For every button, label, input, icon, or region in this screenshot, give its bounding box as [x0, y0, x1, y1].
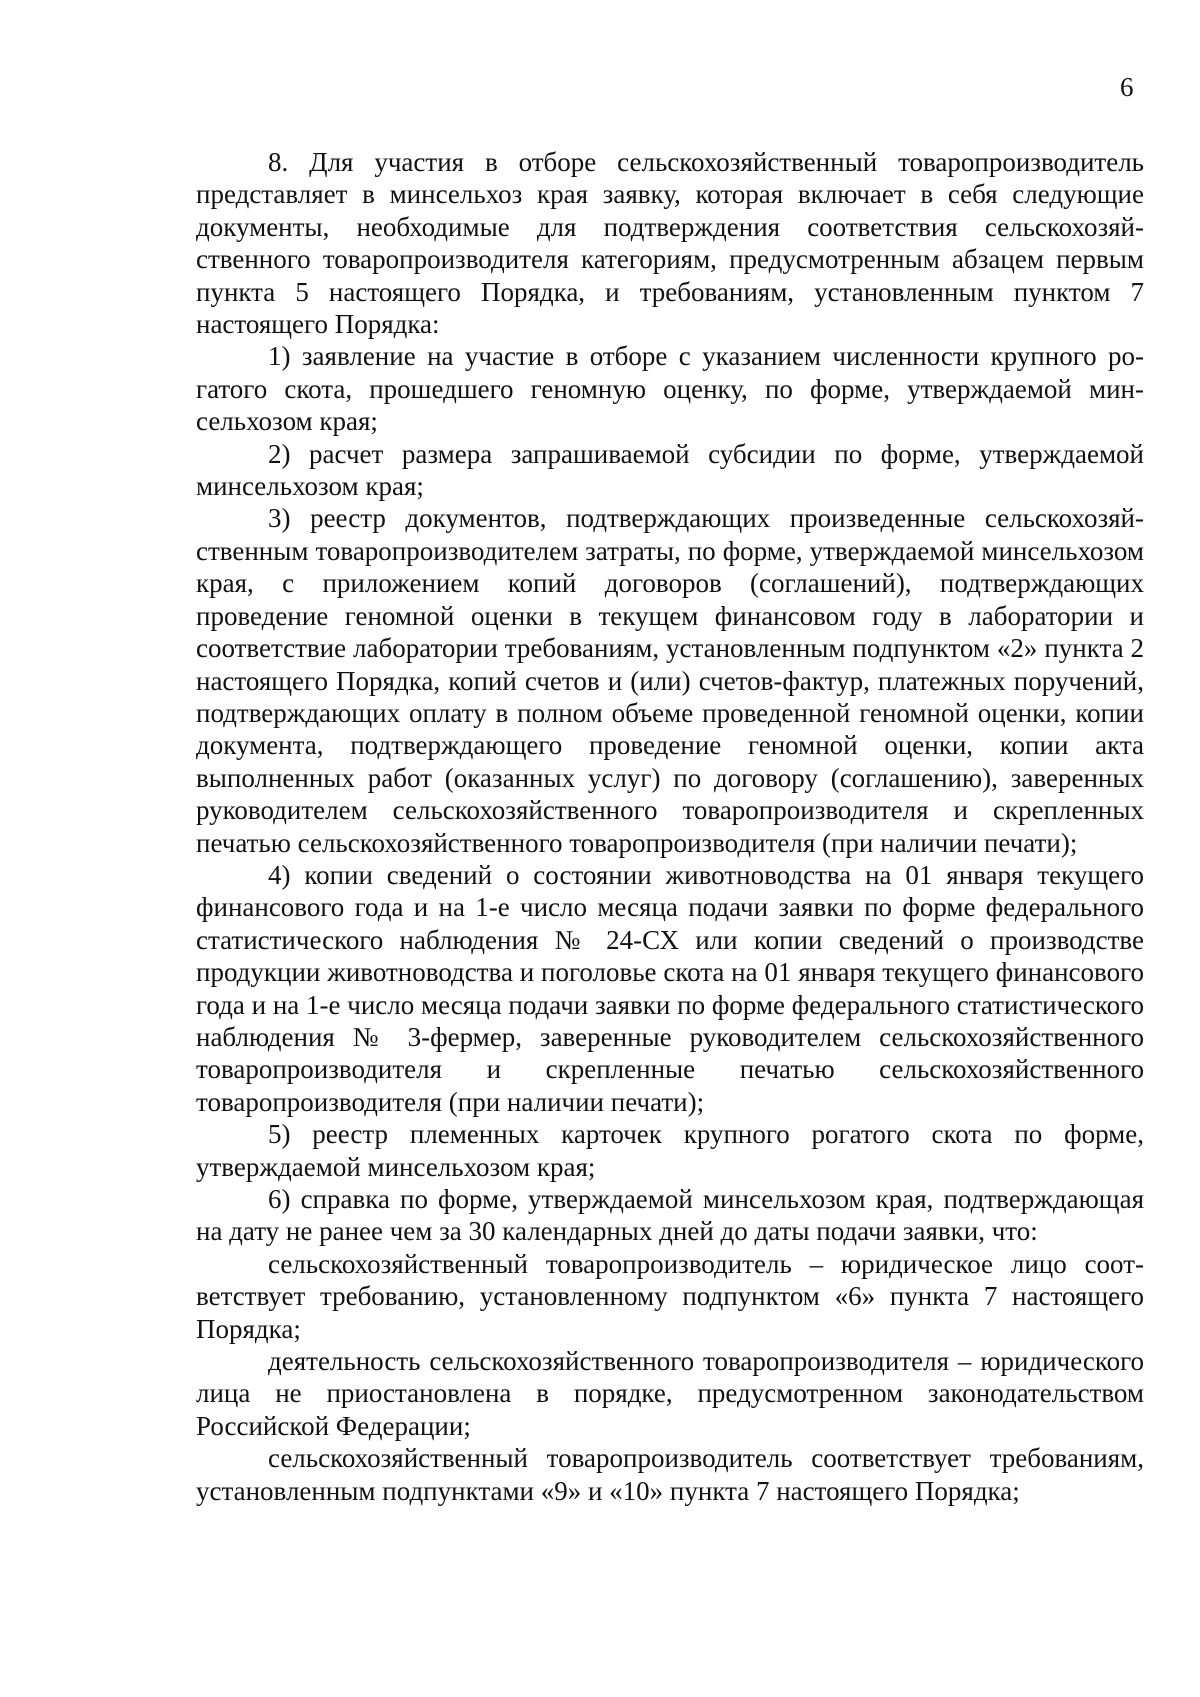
- paragraph-item-3: 3) реестр документов, подтверждающих произведенные сельскохозяйственным товаропроизводителем затраты, по форме, утверждаемой минсельхозом края, с приложением копий договоров (соглашений), подтверждающих проведение геномной оценки в текущем финансовом году в лаборатории и соответствие лаборатории требованиям, установленным подпунктом «2» пункта 2 настоящего Порядка, копий счетов и (или) счетов-фактур, платежных поручений, подтверждающих оплату в полном объеме проведенной геномной оценки, копии документа, подтверждающего проведение геномной оценки, копии акта выполненных работ (оказанных услуг) по договору (соглашению), заверенных руководителем сельскохозяйственного товаропроизводителя и скрепленных печатью сельскохозяйственного товаропроизводителя (при наличии печати);: [196, 503, 1144, 858]
- paragraph-item-6-clause-b: деятельность сельскохозяйственного товаропроизводителя – юридического лица не приостановлена в порядке, предусмотренном законодательством Российской Федерации;: [196, 1346, 1144, 1441]
- paragraph-item-2: 2) расчет размера запрашиваемой субсидии по форме, утверждаемой минсельхозом края;: [196, 438, 1144, 502]
- paragraph-8-intro: 8. Для участия в отборе сельскохозяйственный товаропроизводитель представляет в минсельхоз края заявку, которая включает в себя следующие документы, необходимые для подтверждения соответствия сельскохозяйственного товаропроизводителя категориям, предусмотренным абзацем первым пункта 5 настоящего Порядка, и требованиям, установленным пунктом 7 настоящего Порядка:: [196, 147, 1144, 340]
- page-number: 6: [1120, 72, 1134, 102]
- paragraph-item-6-clause-c: сельскохозяйственный товаропроизводитель соответствует требованиям, установленным подпунктами «9» и «10» пункта 7 настоящего Порядка;: [196, 1443, 1144, 1506]
- paragraph-item-1: 1) заявление на участие в отборе с указанием численности крупного рогатого скота, прошедшего геномную оценку, по форме, утверждаемой минсельхозом края;: [196, 341, 1144, 437]
- document-body: [196, 146, 1144, 1507]
- paragraph-item-6: 6) справка по форме, утверждаемой минсельхозом края, подтверждающая на дату не ранее чем за 30 календарных дней до даты подачи заявки, что:: [196, 1184, 1144, 1247]
- paragraph-item-4: 4) копии сведений о состоянии животноводства на 01 января текущего финансового года и на 1-е число месяца подачи заявки по форме федерального статистического наблюдения № 24-СХ или копии сведений о производстве продукции животноводства и поголовье скота на 01 января текущего финансового года и на 1-е число месяца подачи заявки по форме федерального статистического наблюдения № 3-фермер, заверенные руководителем сельскохозяйственного товаропроизводителя и скрепленные печатью сельскохозяйственного товаропроизводителя (при наличии печати);: [196, 859, 1144, 1117]
- paragraph-item-6-clause-a: сельскохозяйственный товаропроизводитель – юридическое лицо соответствует требованию, установленному подпунктом «6» пункта 7 настоящего Порядка;: [196, 1248, 1144, 1344]
- paragraph-item-5: 5) реестр племенных карточек крупного рогатого скота по форме, утверждаемой минсельхозом края;: [196, 1119, 1144, 1182]
